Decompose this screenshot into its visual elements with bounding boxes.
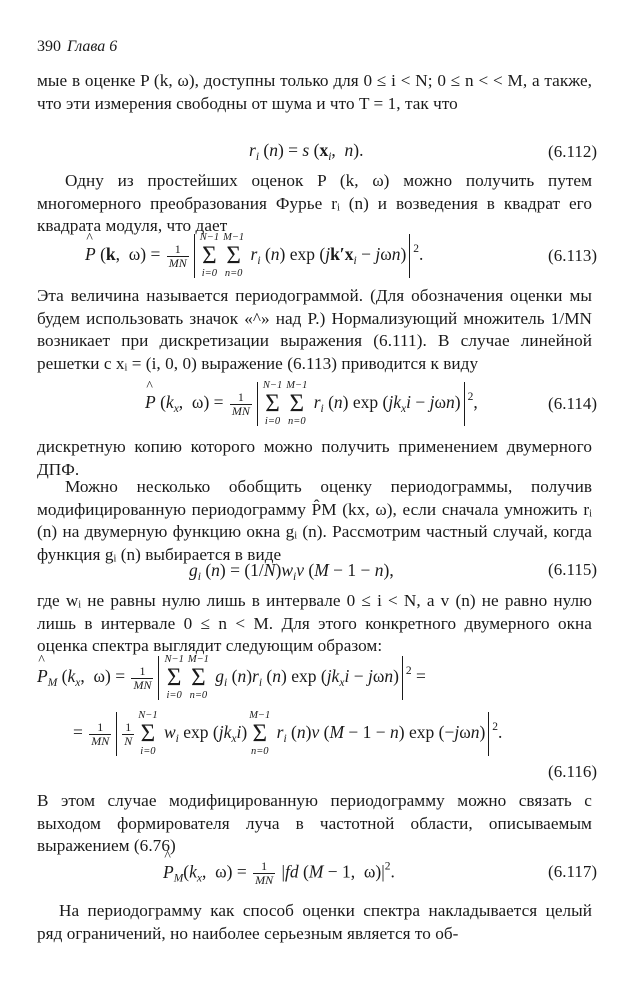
equation-6-117: ^ $P_M(k_x$, ω) = $\frac{1}{MN}$ |fd (M − 1, $\omega)|^2$. (6.117) [37, 856, 597, 898]
equation-6-114: ^ P ($k_x$, ω) = $\frac{1}{MN}$ N−1 Σ i=0 M−1 Σ n=0 $r_i$ (n) $\exp (jk_xi - j\omega n)$ $^2$, (6.114) [37, 380, 597, 436]
equation-number: (6.113) [548, 246, 597, 265]
equation-6-116-line-1: ^ $P_M$ ($k_x$, ω) = $\frac{1}{MN}$ N−1 Σ i=0 M−1 Σ n=0 $g_i$ $(n)r_i$ (n) $\exp (jk_xi - j\omega n) ^2$ = [37, 654, 597, 710]
paragraph-5: Можно несколько обобщить оценку периодограммы, получив модифицированную периодограмму P̂M (kx, ω), если сначала умножить rᵢ (n) на двумерную функцию окна gᵢ (n). Рассмотрим частный случай, когда функция gᵢ (n) выбирается в виде [37, 477, 592, 564]
equation-number: (6.114) [548, 394, 597, 413]
equation-6-116-line-2: = $\frac{1}{MN}$ $\frac{1}{N}$ N−1 Σ i=0 $w_i$ $\exp (jk_xi)$ M−1 Σ n=0 $r_i$ (n)v (M − 1 − n) exp (−jωn) $^2$. [73, 710, 503, 757]
running-header [37, 38, 117, 56]
equation-number: (6.115) [548, 560, 597, 579]
equation-6-112: $r_i$ (n) = s ($x_i$, n). (6.112) [249, 140, 597, 163]
paragraph-8: На периодограмму как способ оценки спектра накладывается целый ряд ограничений, но наиболее серьезным является то об- [37, 901, 592, 943]
paragraph-2: Одну из простейших оценок P (k, ω) можно получить путем многомерного преобразования Фурье rᵢ (n) и возведения в квадрат его квадрата модуля, что дает [37, 171, 592, 235]
paragraph-7: В этом случае модифицированную периодограмму можно связать с выходом формирователя луча в частотной области, описываемым выражением (6.76) [37, 791, 592, 855]
equation-number: (6.117) [548, 862, 597, 881]
equation-6-116-number [37, 762, 597, 786]
equation-6-115: $g_i$ $(n) = (1/N)w_iv$ (M − 1 − n), (6.115) [189, 560, 597, 583]
paragraph-6: где wᵢ не равны нулю лишь в интервале 0 ≤ i < N, а v (n) не равно нулю лишь в интервале 0 ≤ n < M. Для этого конкретного двумерного окна оценка спектра выглядит следующим образом: [37, 591, 592, 655]
page-number: 390 [37, 38, 61, 55]
equation-6-113: ^ P (k, ω) = $\frac{1}{MN}$ N−1 Σ i=0 M−1 Σ n=0 $r_i$ (n) $\exp (jk'x_i - j\omega n)$ $^2$. (6.113) [37, 232, 597, 288]
paragraph-3: Эта величина называется периодограммой. (Для обозначения оценки мы будем использовать значок «^» над P.) Нормализующий множитель 1/MN возникает при дискретизации выражения (6.111). В случае линейной решетки с xᵢ = (i, 0, 0) выражение (6.113) приводится к виду [37, 286, 592, 373]
equation-number: (6.116) [548, 762, 597, 781]
chapter-title: Глава 6 [67, 38, 118, 55]
paragraph-1: мые в оценке P (k, ω), доступны только для 0 ≤ i < N; 0 ≤ n < < M, а также, что эти измерения свободны от шума и что T = 1, так что [37, 71, 592, 113]
equation-number: (6.112) [548, 142, 597, 161]
paragraph-4: дискретную копию которого можно получить применением двумерного ДПФ. [37, 437, 592, 479]
